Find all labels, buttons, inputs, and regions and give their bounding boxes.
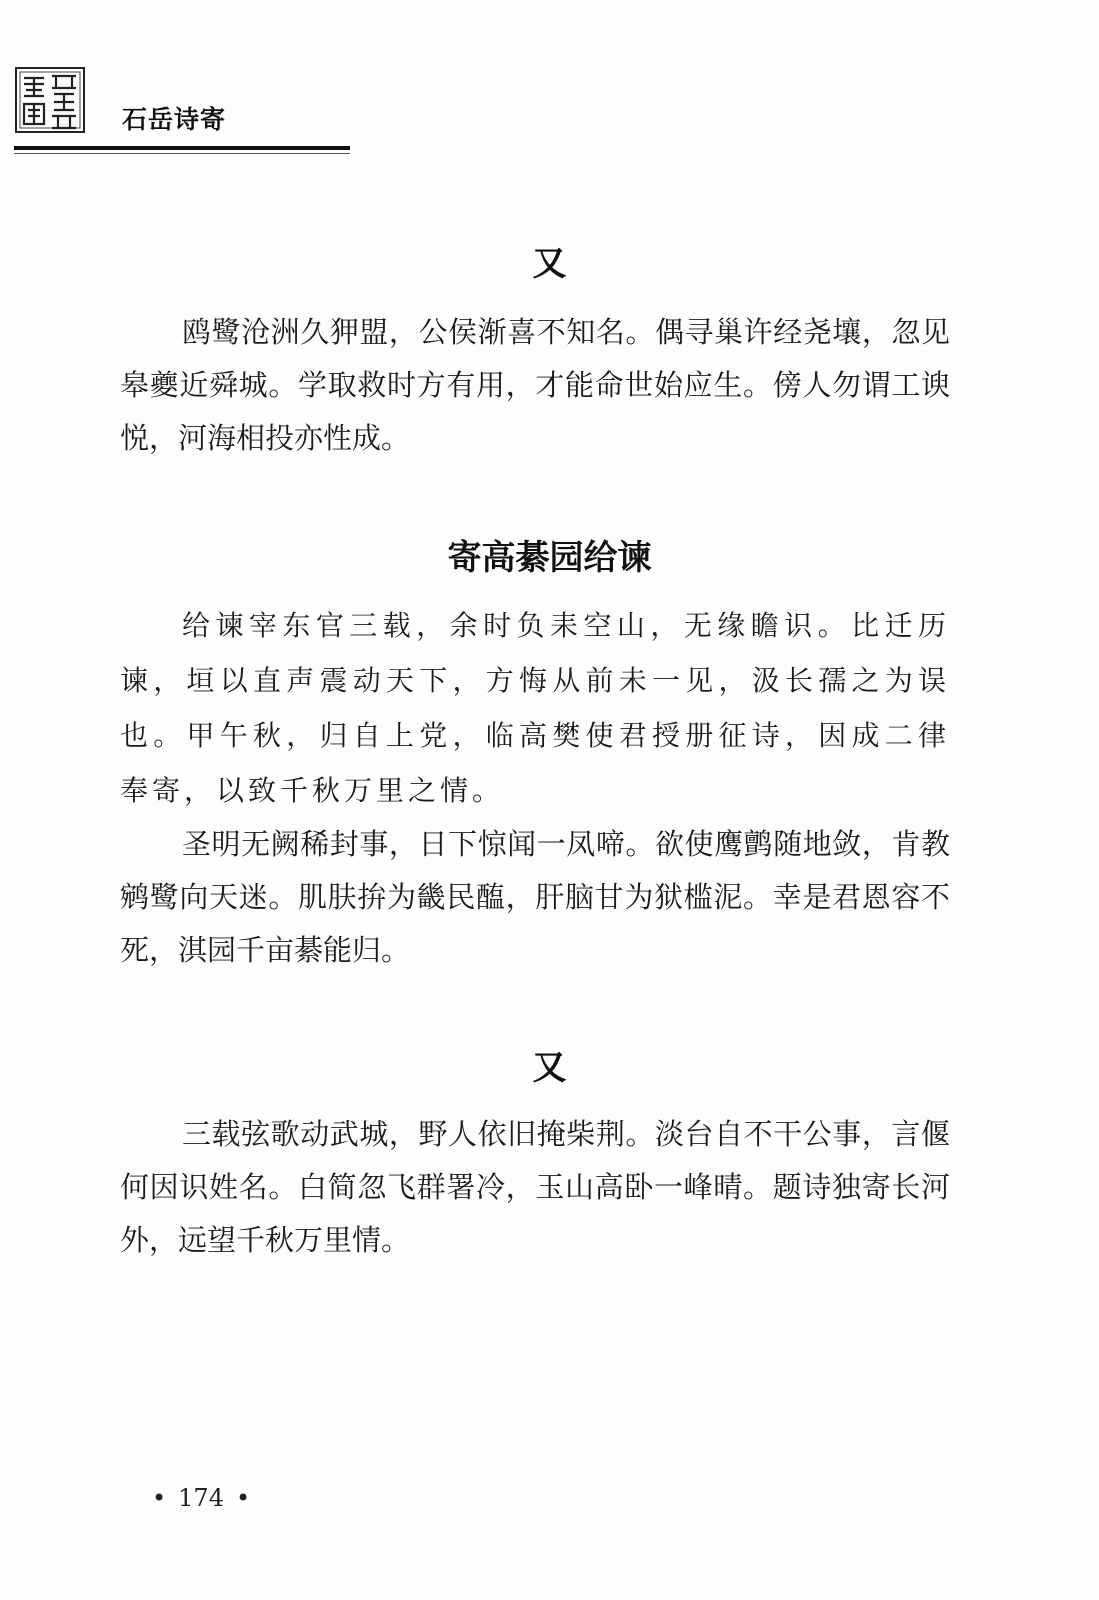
page-number-dot: •: [235, 1484, 251, 1512]
seal-logo-icon: [14, 66, 86, 134]
page-number-value: 174: [178, 1484, 224, 1512]
poem-text: 三载弦歌动武城，野人依旧掩柴荆。淡台自不干公事，言偃何因识姓名。白简忽飞群署冷，玉山高卧一峰晴。题诗独寄长河外，远望千秋万里情。: [120, 1117, 950, 1257]
poem-title: 寄高綦园给谏: [447, 538, 652, 578]
poem-text: 圣明无阙稀封事，日下惊闻一凤啼。欲使鹰鹯随地敛，肯教鹓鹭向天迷。肌肤拚为畿民醢，肝脑甘为狱槛泥。幸是君恩容不死，淇园千亩綦能归。: [120, 827, 950, 967]
running-header-title: 石岳诗寄: [122, 105, 227, 134]
page-number: [140, 1484, 262, 1512]
poem-title: 又: [532, 244, 567, 284]
poem-title: 又: [532, 1048, 567, 1088]
page-number-dot: •: [152, 1484, 167, 1512]
header-rule: [14, 146, 350, 150]
poem-preface: 给谏宰东官三载，余时负耒空山，无缘瞻识。比迁历谏，垣以直声震动天下，方悔从前未一见，汲长孺之为误也。甲午秋，归自上党，临高樊使君授册征诗，因成二律奉寄，以致千秋万里之情。: [120, 609, 950, 807]
poem-text: 鸥鹭沧洲久狎盟，公侯渐喜不知名。偶寻巢许经尧壤，忽见皋夔近舜城。学取救时方有用，才能命世始应生。傍人勿谓工谀悦，河海相投亦性成。: [120, 315, 950, 455]
header-rule-thin: [14, 153, 350, 154]
